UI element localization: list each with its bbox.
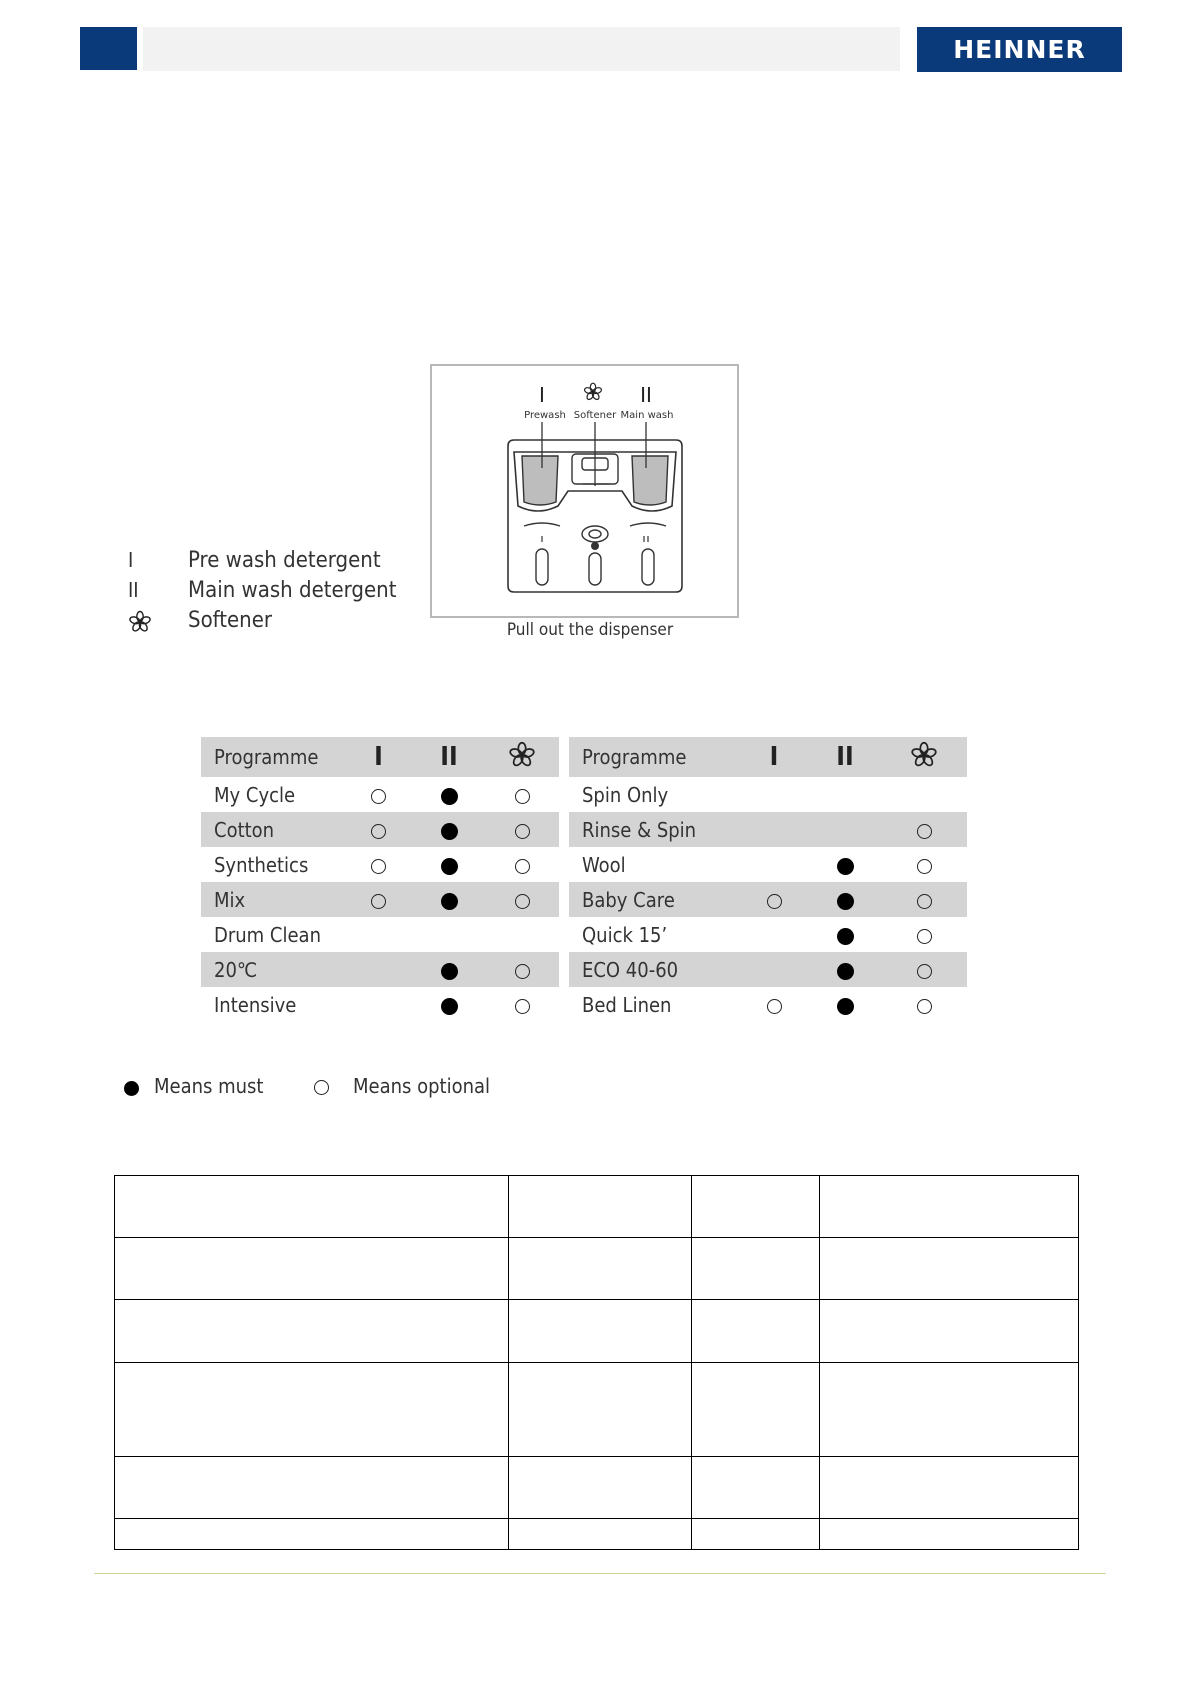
optional-ring-icon bbox=[917, 964, 932, 979]
programme-row bbox=[569, 847, 967, 882]
programme-name: Intensive bbox=[214, 992, 297, 1017]
header-prewash-symbol: I bbox=[344, 737, 413, 777]
empty-spec-table bbox=[114, 1175, 1079, 1550]
optional-ring-icon bbox=[371, 894, 386, 909]
softener-mark bbox=[485, 987, 559, 1022]
prewash-mark bbox=[344, 952, 413, 987]
optional-ring-icon bbox=[371, 824, 386, 839]
softener-mark bbox=[485, 777, 559, 812]
optional-ring-icon bbox=[917, 999, 932, 1014]
must-dot-icon bbox=[441, 998, 458, 1015]
prewash-mark bbox=[739, 777, 809, 812]
optional-ring-icon bbox=[917, 824, 932, 839]
optional-ring-icon bbox=[515, 859, 530, 874]
prewash-mark bbox=[739, 812, 809, 847]
dispenser-label-softener: Softener bbox=[573, 410, 617, 421]
brand-logo bbox=[917, 27, 1122, 72]
brand-logo-text: HEINNER bbox=[953, 35, 1086, 64]
mainwash-mark bbox=[809, 882, 881, 917]
mainwash-mark bbox=[413, 812, 485, 847]
programme-table-right bbox=[569, 737, 967, 1022]
header-prewash-symbol: I bbox=[739, 737, 809, 777]
softener-mark bbox=[881, 882, 967, 917]
optional-ring-icon bbox=[767, 999, 782, 1014]
must-dot-icon bbox=[837, 858, 854, 875]
programme-name: Baby Care bbox=[569, 882, 739, 917]
prewash-mark bbox=[344, 987, 413, 1022]
means-must-label: Means must bbox=[154, 1074, 264, 1098]
programme-name: Spin Only bbox=[582, 782, 669, 807]
must-dot-icon bbox=[441, 963, 458, 980]
dispenser-softener-icon bbox=[584, 383, 602, 401]
optional-ring-icon bbox=[767, 894, 782, 909]
programme-row bbox=[201, 812, 559, 847]
dispenser-caption: Pull out the dispenser bbox=[506, 620, 674, 640]
softener-icon bbox=[128, 610, 158, 639]
programme-name: Rinse & Spin bbox=[569, 812, 739, 847]
optional-ring-icon bbox=[371, 859, 386, 874]
prewash-mark bbox=[344, 882, 413, 917]
programme-name: Drum Clean bbox=[214, 922, 321, 947]
must-dot-icon bbox=[837, 928, 854, 945]
must-dot-icon bbox=[837, 893, 854, 910]
programme-name: Wool bbox=[582, 852, 626, 877]
softener-mark bbox=[485, 847, 559, 882]
mainwash-mark bbox=[809, 812, 881, 847]
mainwash-mark bbox=[809, 952, 881, 987]
optional-ring-icon bbox=[515, 789, 530, 804]
dispenser-illustration bbox=[430, 364, 739, 618]
softener-mark bbox=[881, 987, 967, 1022]
mainwash-mark bbox=[413, 847, 485, 882]
prewash-mark bbox=[739, 917, 809, 952]
must-dot-icon bbox=[124, 1081, 139, 1096]
softener-mark bbox=[485, 812, 559, 847]
dispenser-prewash-symbol: I bbox=[539, 383, 545, 407]
prewash-mark bbox=[344, 777, 413, 812]
optional-ring-icon bbox=[515, 964, 530, 979]
programme-table-header bbox=[569, 737, 967, 777]
must-dot-icon bbox=[441, 858, 458, 875]
footer-rule bbox=[94, 1573, 1106, 1574]
programme-row bbox=[569, 882, 967, 917]
optional-ring-icon bbox=[515, 999, 530, 1014]
prewash-mark bbox=[739, 882, 809, 917]
legend-label-prewash: Pre wash detergent bbox=[188, 548, 381, 573]
softener-mark bbox=[881, 952, 967, 987]
mainwash-mark bbox=[413, 987, 485, 1022]
programme-row bbox=[201, 987, 559, 1022]
programme-row bbox=[201, 952, 559, 987]
programme-name: Quick 15’ bbox=[582, 922, 668, 947]
prewash-mark bbox=[344, 917, 413, 952]
header-softener-icon bbox=[485, 737, 559, 777]
softener-mark bbox=[485, 882, 559, 917]
programme-name: 20℃ bbox=[201, 952, 344, 987]
softener-mark bbox=[485, 952, 559, 987]
table-row bbox=[115, 1176, 1079, 1238]
programme-name: Synthetics bbox=[214, 852, 309, 877]
prewash-symbol: I bbox=[128, 548, 134, 572]
optional-ring-icon bbox=[371, 789, 386, 804]
header-mainwash-symbol: II bbox=[413, 737, 485, 777]
legend-label-softener: Softener bbox=[188, 608, 273, 633]
programme-row bbox=[569, 917, 967, 952]
mainwash-mark bbox=[413, 882, 485, 917]
dispenser-label-mainwash: Main wash bbox=[620, 410, 674, 421]
mainwash-mark bbox=[413, 777, 485, 812]
programme-row bbox=[569, 812, 967, 847]
header-bar bbox=[143, 27, 900, 71]
table-row bbox=[115, 1300, 1079, 1363]
programme-table-header bbox=[201, 737, 559, 777]
optional-ring-icon bbox=[917, 859, 932, 874]
softener-mark bbox=[881, 917, 967, 952]
prewash-mark bbox=[739, 987, 809, 1022]
programme-table-left bbox=[201, 737, 559, 1022]
must-dot-icon bbox=[441, 788, 458, 805]
programme-row bbox=[201, 847, 559, 882]
prewash-mark bbox=[344, 847, 413, 882]
programme-name: ECO 40-60 bbox=[569, 952, 739, 987]
must-dot-icon bbox=[837, 963, 854, 980]
header-programme: Programme bbox=[569, 737, 739, 777]
table-row bbox=[115, 1363, 1079, 1457]
programme-name: Cotton bbox=[201, 812, 344, 847]
prewash-mark bbox=[344, 812, 413, 847]
programme-name: My Cycle bbox=[214, 782, 296, 807]
table-row bbox=[115, 1519, 1079, 1550]
optional-ring-icon bbox=[515, 894, 530, 909]
mainwash-mark bbox=[809, 987, 881, 1022]
optional-ring-icon bbox=[917, 929, 932, 944]
programme-row bbox=[569, 987, 967, 1022]
header-programme: Programme bbox=[201, 737, 344, 777]
means-optional-label: Means optional bbox=[353, 1074, 491, 1098]
softener-mark bbox=[881, 777, 967, 812]
dispenser-mainwash-symbol: II bbox=[640, 383, 652, 407]
programme-row bbox=[201, 777, 559, 812]
header-mainwash-symbol: II bbox=[809, 737, 881, 777]
programme-row bbox=[201, 917, 559, 952]
optional-ring-icon bbox=[917, 894, 932, 909]
programme-row bbox=[569, 777, 967, 812]
optional-ring-icon bbox=[515, 824, 530, 839]
mainwash-mark bbox=[413, 952, 485, 987]
mainwash-symbol: II bbox=[128, 578, 139, 602]
header-accent-block bbox=[80, 27, 137, 70]
mainwash-mark bbox=[809, 777, 881, 812]
programme-name: Bed Linen bbox=[582, 992, 672, 1017]
mainwash-mark bbox=[809, 917, 881, 952]
must-dot-icon bbox=[441, 823, 458, 840]
header-softener-icon bbox=[881, 737, 967, 777]
programme-row bbox=[569, 952, 967, 987]
optional-ring-icon bbox=[314, 1080, 329, 1095]
prewash-mark bbox=[739, 847, 809, 882]
softener-mark bbox=[881, 847, 967, 882]
programme-name: Mix bbox=[201, 882, 344, 917]
mainwash-mark bbox=[809, 847, 881, 882]
softener-mark bbox=[881, 812, 967, 847]
dispenser-label-prewash: Prewash bbox=[524, 410, 566, 421]
mainwash-mark bbox=[413, 917, 485, 952]
softener-mark bbox=[485, 917, 559, 952]
programme-row bbox=[201, 882, 559, 917]
table-row bbox=[115, 1238, 1079, 1300]
marks-legend bbox=[124, 1074, 624, 1104]
table-row bbox=[115, 1457, 1079, 1519]
must-dot-icon bbox=[837, 998, 854, 1015]
must-dot-icon bbox=[441, 893, 458, 910]
prewash-mark bbox=[739, 952, 809, 987]
legend-label-mainwash: Main wash detergent bbox=[188, 578, 397, 603]
